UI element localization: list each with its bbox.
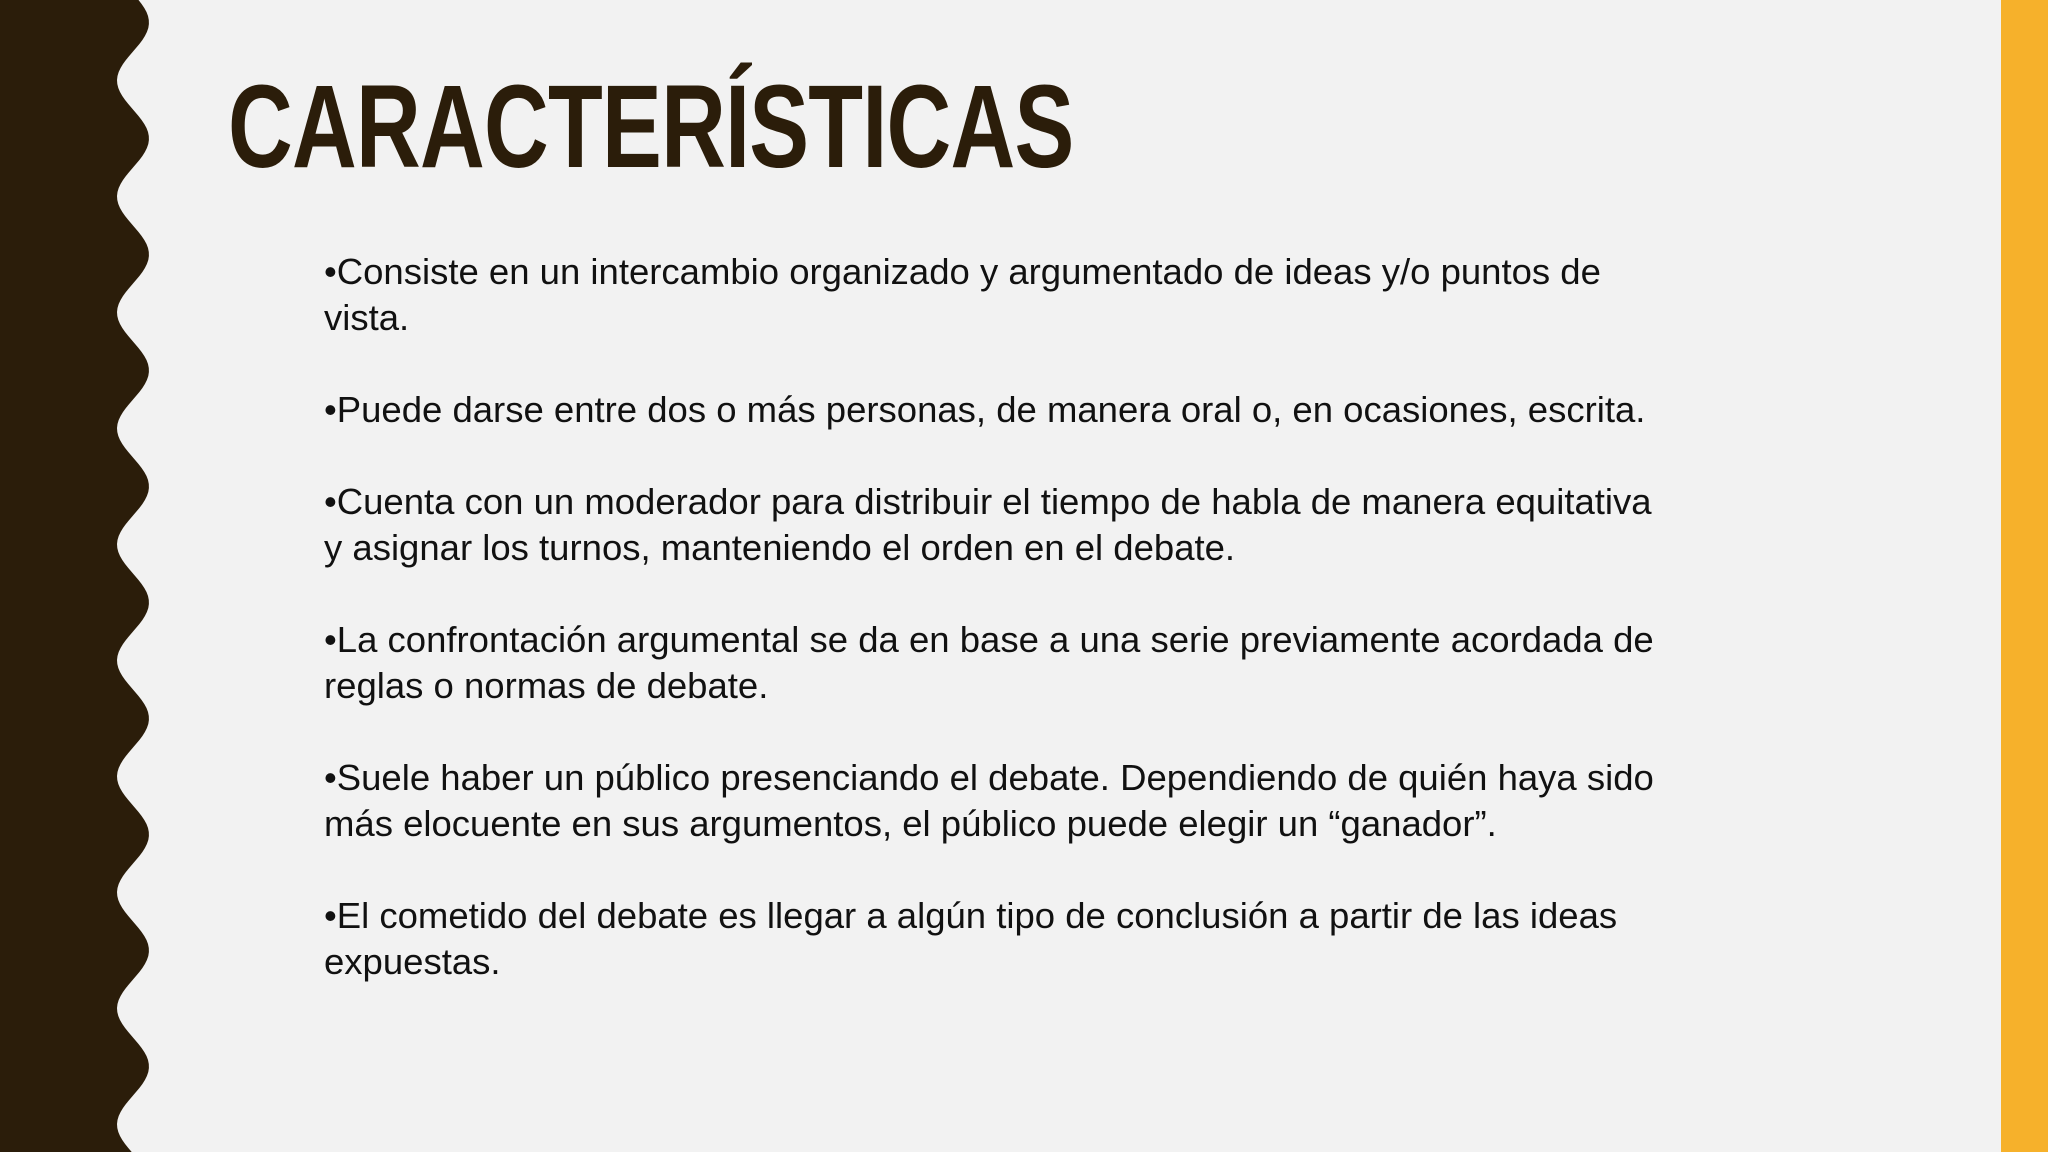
bullet-item: •Puede darse entre dos o más personas, de manera oral o, en ocasiones, escrita. [324,389,1646,430]
bullet-item: •La confrontación argumental se da en base a una serie previamente acordada de reglas o normas de debate. [324,619,1654,706]
bullet-item: •Suele haber un público presenciando el debate. Dependiendo de quién haya sido más elocuente en sus argumentos, el público puede elegir un “ganador”. [324,757,1654,844]
wavy-left-band [0,0,160,1152]
slide-title: CARACTERÍSTICAS [228,61,1074,193]
bullet-item: •Consiste en un intercambio organizado y argumentado de ideas y/o puntos de vista. [324,251,1601,338]
accent-right-band [2001,0,2048,1152]
bullet-list [324,249,1654,1031]
bullet-item: •Cuenta con un moderador para distribuir el tiempo de habla de manera equitativa y asignar los turnos, manteniendo el orden en el debate. [324,481,1652,568]
bullet-item: •El cometido del debate es llegar a algún tipo de conclusión a partir de las ideas expuestas. [324,895,1618,982]
